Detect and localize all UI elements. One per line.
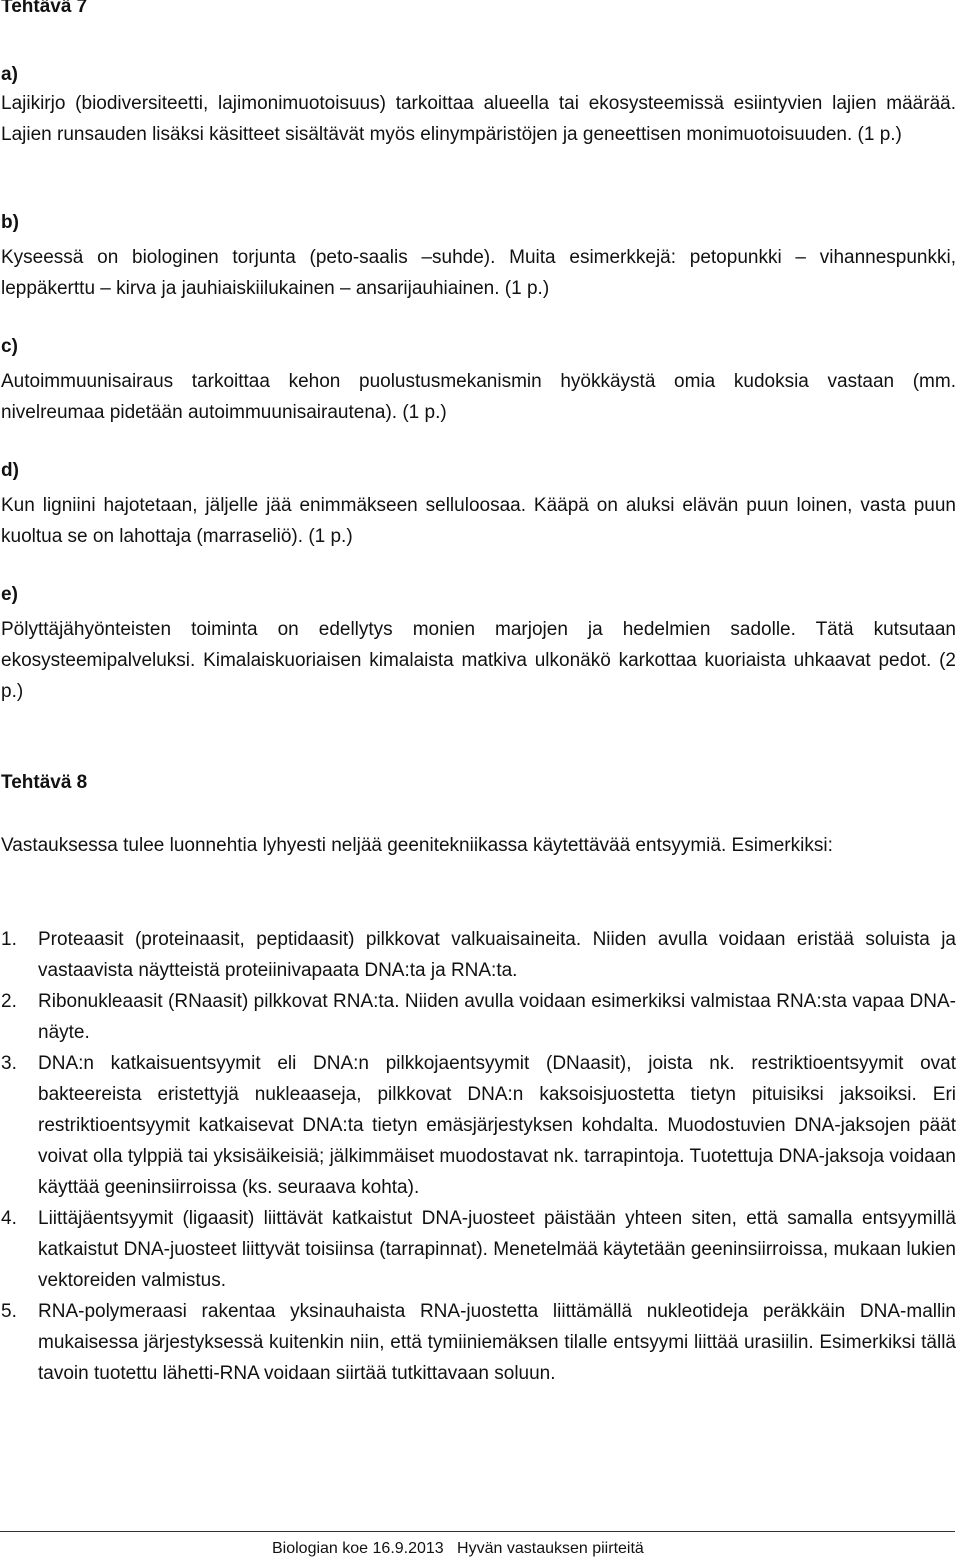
task7-title: Tehtävä 7 xyxy=(1,0,88,17)
task7-a-label: a) xyxy=(1,64,18,85)
task8-title: Tehtävä 8 xyxy=(1,772,88,793)
list-item xyxy=(1,1296,956,1389)
list-item-text: RNA-polymeraasi rakentaa yksinauhaista RNA-juostetta liittämällä nukleotideja peräkkäin DNA-mallin mukaisessa järjestyksessä kuitenkin niin, että tymiiniemäksen tilalle entsyymi liittää urasiilin. Esimerkiksi tällä tavoin tuotettu lähetti-RNA voidaan siirtää tutkittavaan soluun. xyxy=(38,1301,956,1384)
list-item-number: 2. xyxy=(1,991,17,1012)
enzyme-list xyxy=(1,924,956,1389)
footer-divider xyxy=(0,1531,955,1532)
list-item-text: Ribonukleaasit (RNaasit) pilkkovat RNA:ta. Niiden avulla voidaan esimerkiksi valmistaa RNA:sta vapaa DNA-näyte. xyxy=(38,991,956,1043)
task7-c-label: c) xyxy=(1,336,18,357)
task7-e-label: e) xyxy=(1,584,18,605)
task7-b-label: b) xyxy=(1,212,19,233)
list-item-number: 3. xyxy=(1,1053,17,1074)
list-item-number: 4. xyxy=(1,1208,17,1229)
task7-c-text: Autoimmuunisairaus tarkoittaa kehon puolustusmekanismin hyökkäystä omia kudoksia vastaan (mm. nivelreumaa pidetään autoimmuunisairautena). (1 p.) xyxy=(1,371,956,423)
list-item-number: 5. xyxy=(1,1301,17,1322)
footer-exam-title: Biologian koe 16.9.2013 xyxy=(272,1540,444,1557)
task7-b-text: Kyseessä on biologinen torjunta (peto-saalis –suhde). Muita esimerkkejä: petopunkki – vihannespunkki, leppäkerttu – kirva ja jauhiaiskiilukainen – ansarijauhiainen. (1 p.) xyxy=(1,247,956,299)
task7-d-text: Kun ligniini hajotetaan, jäljelle jää enimmäkseen selluloosaa. Kääpä on aluksi elävän puun loinen, vasta puun kuoltua se on lahottaja (marraseliö). (1 p.) xyxy=(1,495,956,547)
list-item xyxy=(1,1048,956,1203)
task7-e-text: Pölyttäjähyönteisten toiminta on edellytys monien marjojen ja hedelmien sadolle. Tätä kutsutaan ekosysteemipalveluksi. Kimalaiskuoriaisen kimalaista matkiva ulkonäkö karkottaa kuoriaista uhkaavat pedot. (2 p.) xyxy=(1,619,956,702)
page-footer xyxy=(272,1539,644,1559)
list-item-number: 1. xyxy=(1,929,17,950)
task7-d-label: d) xyxy=(1,460,19,481)
task7-a-text: Lajikirjo (biodiversiteetti, lajimonimuotoisuus) tarkoittaa alueella tai ekosysteemissä esiintyvien lajien määrää. Lajien runsauden lisäksi käsitteet sisältävät myös elinympäristöjen ja geneettisen monimuotoisuuden. (1 p.) xyxy=(1,93,956,145)
list-item-text: Proteaasit (proteinaasit, peptidaasit) pilkkovat valkuaisaineita. Niiden avulla voidaan eristää soluista ja vastaavista näytteistä proteiinivapaata DNA:ta ja RNA:ta. xyxy=(38,929,956,981)
list-item xyxy=(1,1203,956,1296)
list-item xyxy=(1,924,956,986)
list-item xyxy=(1,986,956,1048)
footer-subtitle: Hyvän vastauksen piirteitä xyxy=(457,1540,644,1557)
list-item-text: DNA:n katkaisuentsyymit eli DNA:n pilkkojaentsyymit (DNaasit), joista nk. restriktioentsyymit ovat bakteereista eristettyjä nukleaaseja, pilkkovat DNA:n kaksoisjuostetta tietyn pituisiksi jaksoiksi. Eri restriktioentsyymit katkaisevat DNA:ta tietyn emäsjärjestyksen kohdalta. Muodostuvien DNA-jaksojen päät voivat olla tylppiä tai yksisäikeisiä; jälkimmäiset muodostavat nk. tarrapintoja. Tuotettuja DNA-jaksoja voidaan käyttää geeninsiirroissa (ks. seuraava kohta). xyxy=(38,1053,956,1198)
list-item-text: Liittäjäentsyymit (ligaasit) liittävät katkaistut DNA-juosteet päistään yhteen siten, että samalla entsyymillä katkaistut DNA-juosteet liittyvät toisiinsa (tarrapinnat). Menetelmää käytetään geeninsiirroissa, mukaan lukien vektoreiden valmistus. xyxy=(38,1208,956,1291)
task8-intro: Vastauksessa tulee luonnehtia lyhyesti neljää geenitekniikassa käytettävää entsyymiä. Esimerkiksi: xyxy=(1,835,833,856)
